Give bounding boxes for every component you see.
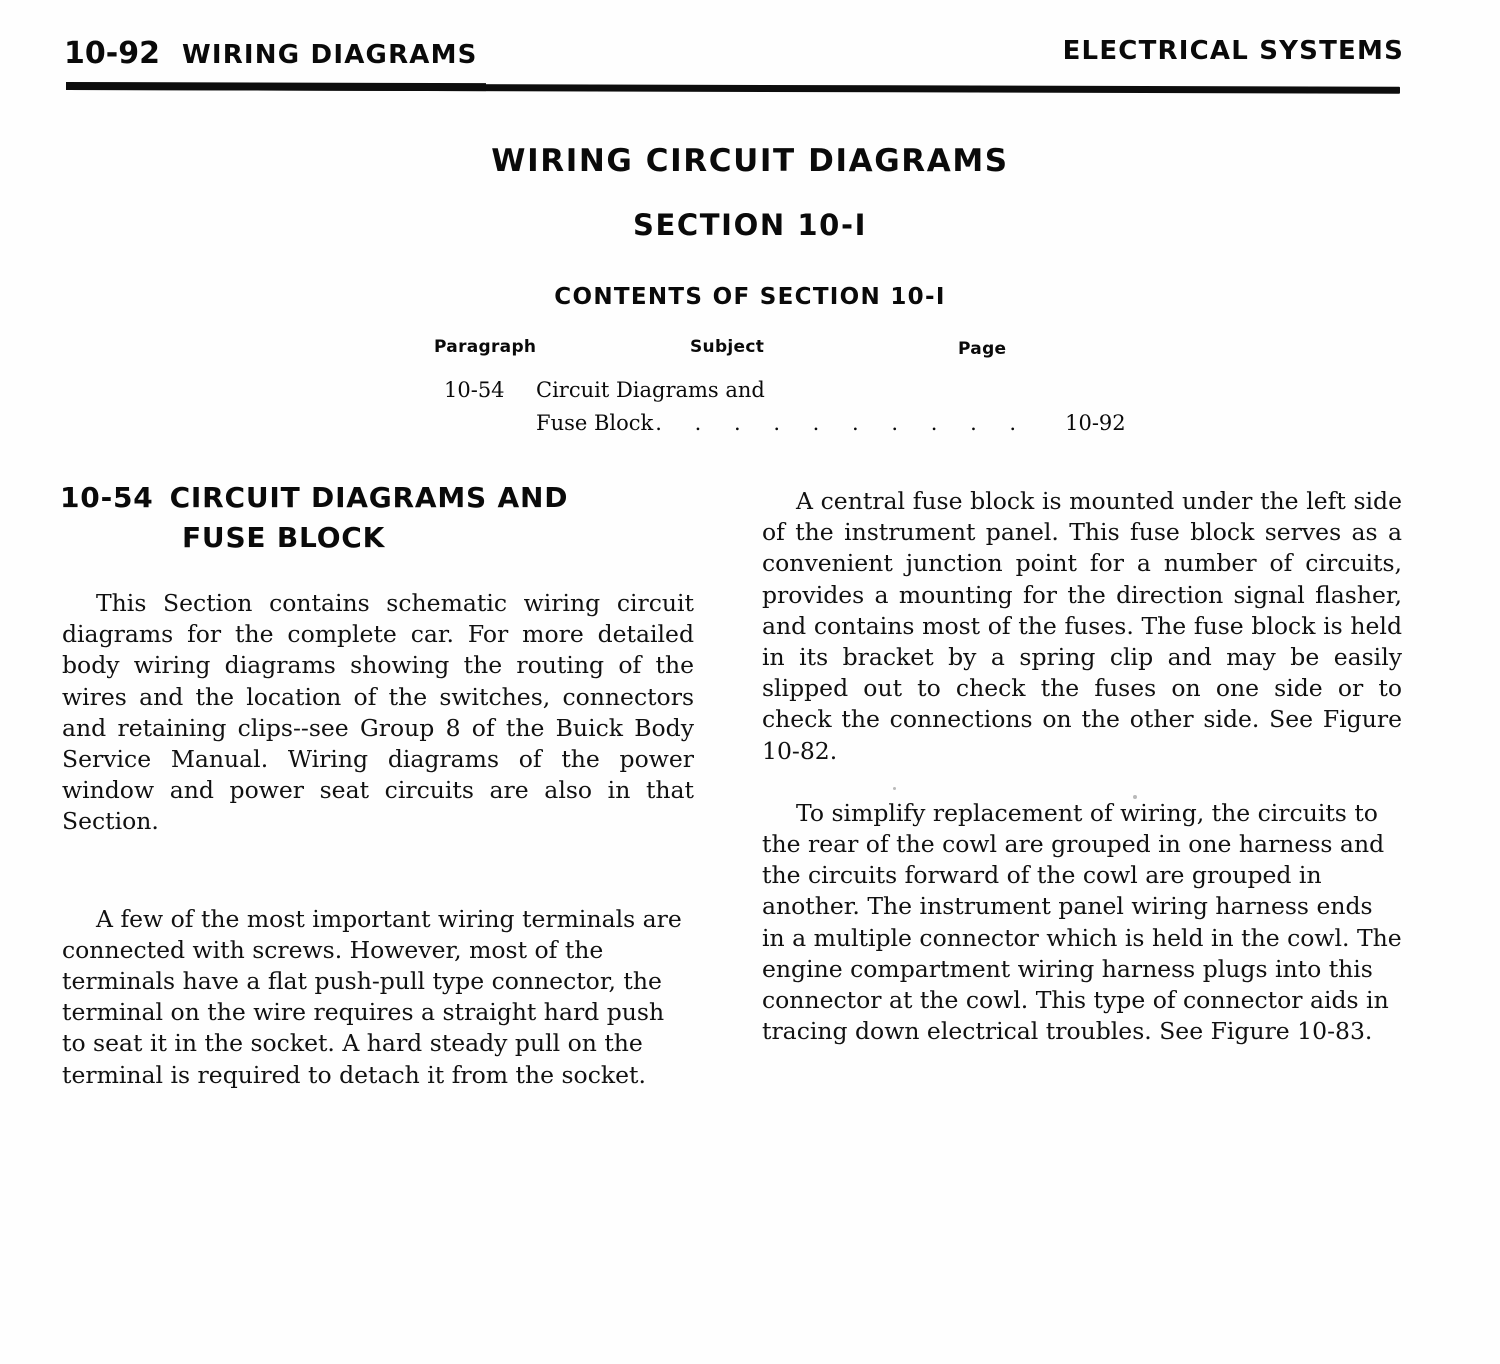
paragraph: A central fuse block is mounted under the left side of the instrument panel. This fuse block serves as a convenient junction point for a number of circuits, provides a mounting for the direction signal flasher, and contains most of the fuses. The fuse block is held in its bracket by a spring clip and may be easily slipped out to check the fuses on one side or to check the connections on the other side. See Figure 10-82. [762,487,1402,765]
paragraph: A few of the most important wiring terminals are connected with screws. However, most of the terminals have a flat push-pull type connector, the terminal on the wire requires a straight hard push to seat it in the socket. A hard steady pull on the terminal is required to detach it from the socket. [62,904,682,1089]
title-block [0,143,1500,242]
contents-column-headers [0,337,1500,363]
toc-paragraph-number: 10-54 [444,378,505,402]
running-header-left [64,36,478,71]
header-rule [66,83,1400,94]
section-heading [60,478,680,558]
document-title: WIRING CIRCUIT DIAGRAMS [491,143,1009,179]
column-header-subject: Subject [690,337,765,357]
paragraph: This Section contains schematic wiring circuit diagrams for the complete car. For more detailed body wiring diagrams showing the routing of the wires and the location of the switches, connectors and retaining clips--see Group 8 of the Buick Body Service Manual. Wiring diagrams of the power window and power seat circuits are also in that Section. [62,589,694,836]
body-column-right [762,486,1402,1047]
running-header-right [1063,36,1404,66]
toc-page-number: 10-92 [1065,411,1126,435]
section-number: 10-54 [60,481,154,514]
page-number: 10-92 [64,36,160,71]
column-header-page: Page [958,339,1007,359]
document-subtitle: SECTION 10-I [633,208,867,242]
section-title-line2: FUSE BLOCK [182,520,386,554]
toc-entry-line1 [444,378,765,402]
section-title-line1: CIRCUIT DIAGRAMS AND [169,481,569,514]
toc-entry-line2 [536,411,1126,435]
column-header-paragraph: Paragraph [434,337,537,357]
toc-leader-dots: . . . . . . . . . . [655,411,1030,435]
body-column-left [62,588,694,1091]
contents-heading: CONTENTS OF SECTION 10-I [554,284,946,310]
header-left-title: WIRING DIAGRAMS [181,40,478,70]
paragraph: To simplify replacement of wiring, the circuits to the rear of the cowl are grouped in one harness and the circuits forward of the cowl are grouped in another. The instrument panel wiring harness ends in a multiple connector which is held in the cowl. The engine compartment wiring harness plugs into this connector at the cowl. This type of connector aids in tracing down electrical troubles. See Figure 10-83. [762,798,1402,1046]
toc-subject-line1: Circuit Diagrams and [536,378,765,402]
running-header [64,36,1404,78]
header-right-title: ELECTRICAL SYSTEMS [1062,36,1404,66]
toc-subject-line2: Fuse Block [536,411,654,435]
